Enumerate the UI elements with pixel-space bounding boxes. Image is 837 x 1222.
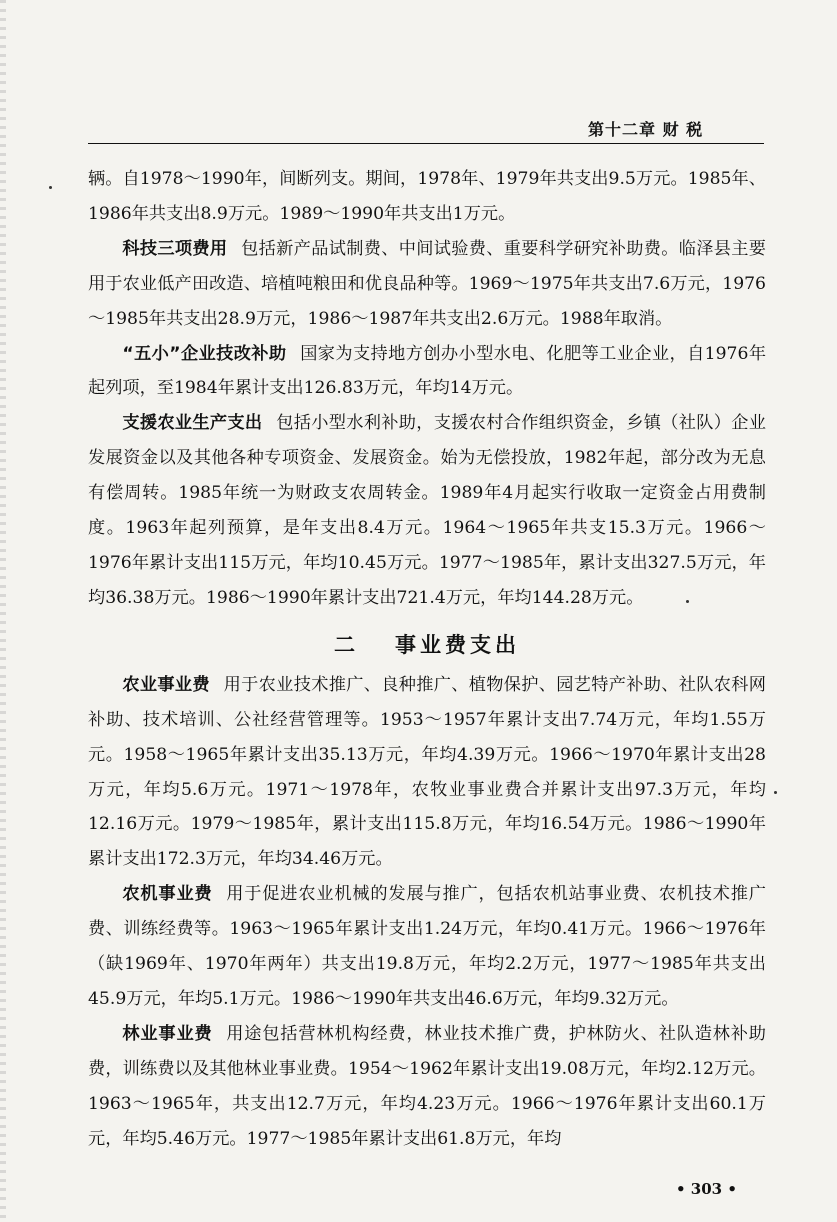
paragraph-term: “五小”企业技改补助: [122, 343, 287, 364]
paragraph-text: 用于促进农业机械的发展与推广，包括农机站事业费、农机技术推广费、训练经费等。1963～1965年累计支出1.24万元，年均0.41万元。1966～1976年（缺1969年、1970年两年）共支出19.8万元，年均2.2万元，1977～1985年共支出45.9万元，年均5.1万元。1986～1990年共支出46.6万元，年均9.32万元。: [88, 884, 766, 1009]
binding-edge: [0, 0, 6, 1222]
scan-speck: [49, 186, 52, 189]
paragraph-term: 农业事业费: [122, 674, 210, 695]
section-number: 二: [334, 632, 359, 657]
page-number: • 303 •: [676, 1180, 737, 1198]
paragraph: [88, 162, 766, 232]
paragraph: [88, 877, 766, 1017]
paragraph: [88, 232, 766, 337]
header-rule: [88, 143, 764, 144]
section-title: 事业费支出: [395, 632, 520, 657]
paragraph: [88, 406, 766, 615]
paragraph-text: 辆。自1978～1990年，间断列支。期间，1978年、1979年共支出9.5万元。1985年、1986年共支出8.9万元。1989～1990年共支出1万元。: [88, 169, 766, 224]
paragraph: [88, 668, 766, 877]
paragraph-term: 支援农业生产支出: [122, 413, 263, 434]
section-heading: [88, 622, 766, 668]
paragraph-text: 用途包括营林机构经费，林业技术推广费，护林防火、社队造林补助费，训练费以及其他林业事业费。1954～1962年累计支出19.08万元，年均2.12万元。1963～1965年，共支出12.7万元，年均4.23万元。1966～1976年累计支出60.1万元，年均5.46万元。1977～1985年累计支出61.8万元，年均: [88, 1023, 766, 1149]
paragraph-text: 国家为支持地方创办小型水电、化肥等工业企业，自1976年起列项，至1984年累计支出126.83万元，年均14万元。: [88, 343, 767, 399]
scan-speck: [774, 791, 777, 794]
scan-speck: [686, 600, 689, 603]
paragraph-text: 用于农业技术推广、良种推广、植物保护、园艺特产补助、社队农科网补助、技术培训、公社经营管理等。1953～1957年累计支出7.74万元，年均1.55万元。1958～1965年累计支出35.13万元，年均4.39万元。1966～1970年累计支出28万元，年均5.6万元。1971～1978年，农牧业事业费合并累计支出97.3万元，年均12.16万元。1979～1985年，累计支出115.8万元，年均16.54万元。1986～1990年累计支出172.3万元，年均34.46万元。: [88, 674, 766, 870]
paragraph: [88, 1017, 766, 1157]
paragraph-term: 林业事业费: [122, 1023, 213, 1044]
paragraph-term: 科技三项费用: [122, 238, 228, 259]
running-head: 第十二章 财 税: [588, 120, 704, 139]
paragraph: [88, 337, 766, 407]
paragraph-text: 包括小型水利补助，支援农村合作组织资金，乡镇（社队）企业发展资金以及其他各种专项资金、发展资金。始为无偿投放，1982年起，部分改为无息有偿周转。1985年统一为财政支农周转金。1989年4月起实行收取一定资金占用费制度。1963年起列预算，是年支出8.4万元。1964～1965年共支15.3万元。1966～1976年累计支出115万元，年均10.45万元。1977～1985年，累计支出327.5万元，年均36.38万元。1986～1990年累计支出721.4万元，年均144.28万元。: [88, 413, 766, 608]
body-text: [88, 162, 766, 1156]
paragraph-text: 包括新产品试制费、中间试验费、重要科学研究补助费。临泽县主要用于农业低产田改造、培植吨粮田和优良品种等。1969～1975年共支出7.6万元，1976～1985年共支出28.9万元，1986～1987年共支出2.6万元。1988年取消。: [88, 238, 766, 329]
paragraph-term: 农机事业费: [122, 884, 213, 905]
